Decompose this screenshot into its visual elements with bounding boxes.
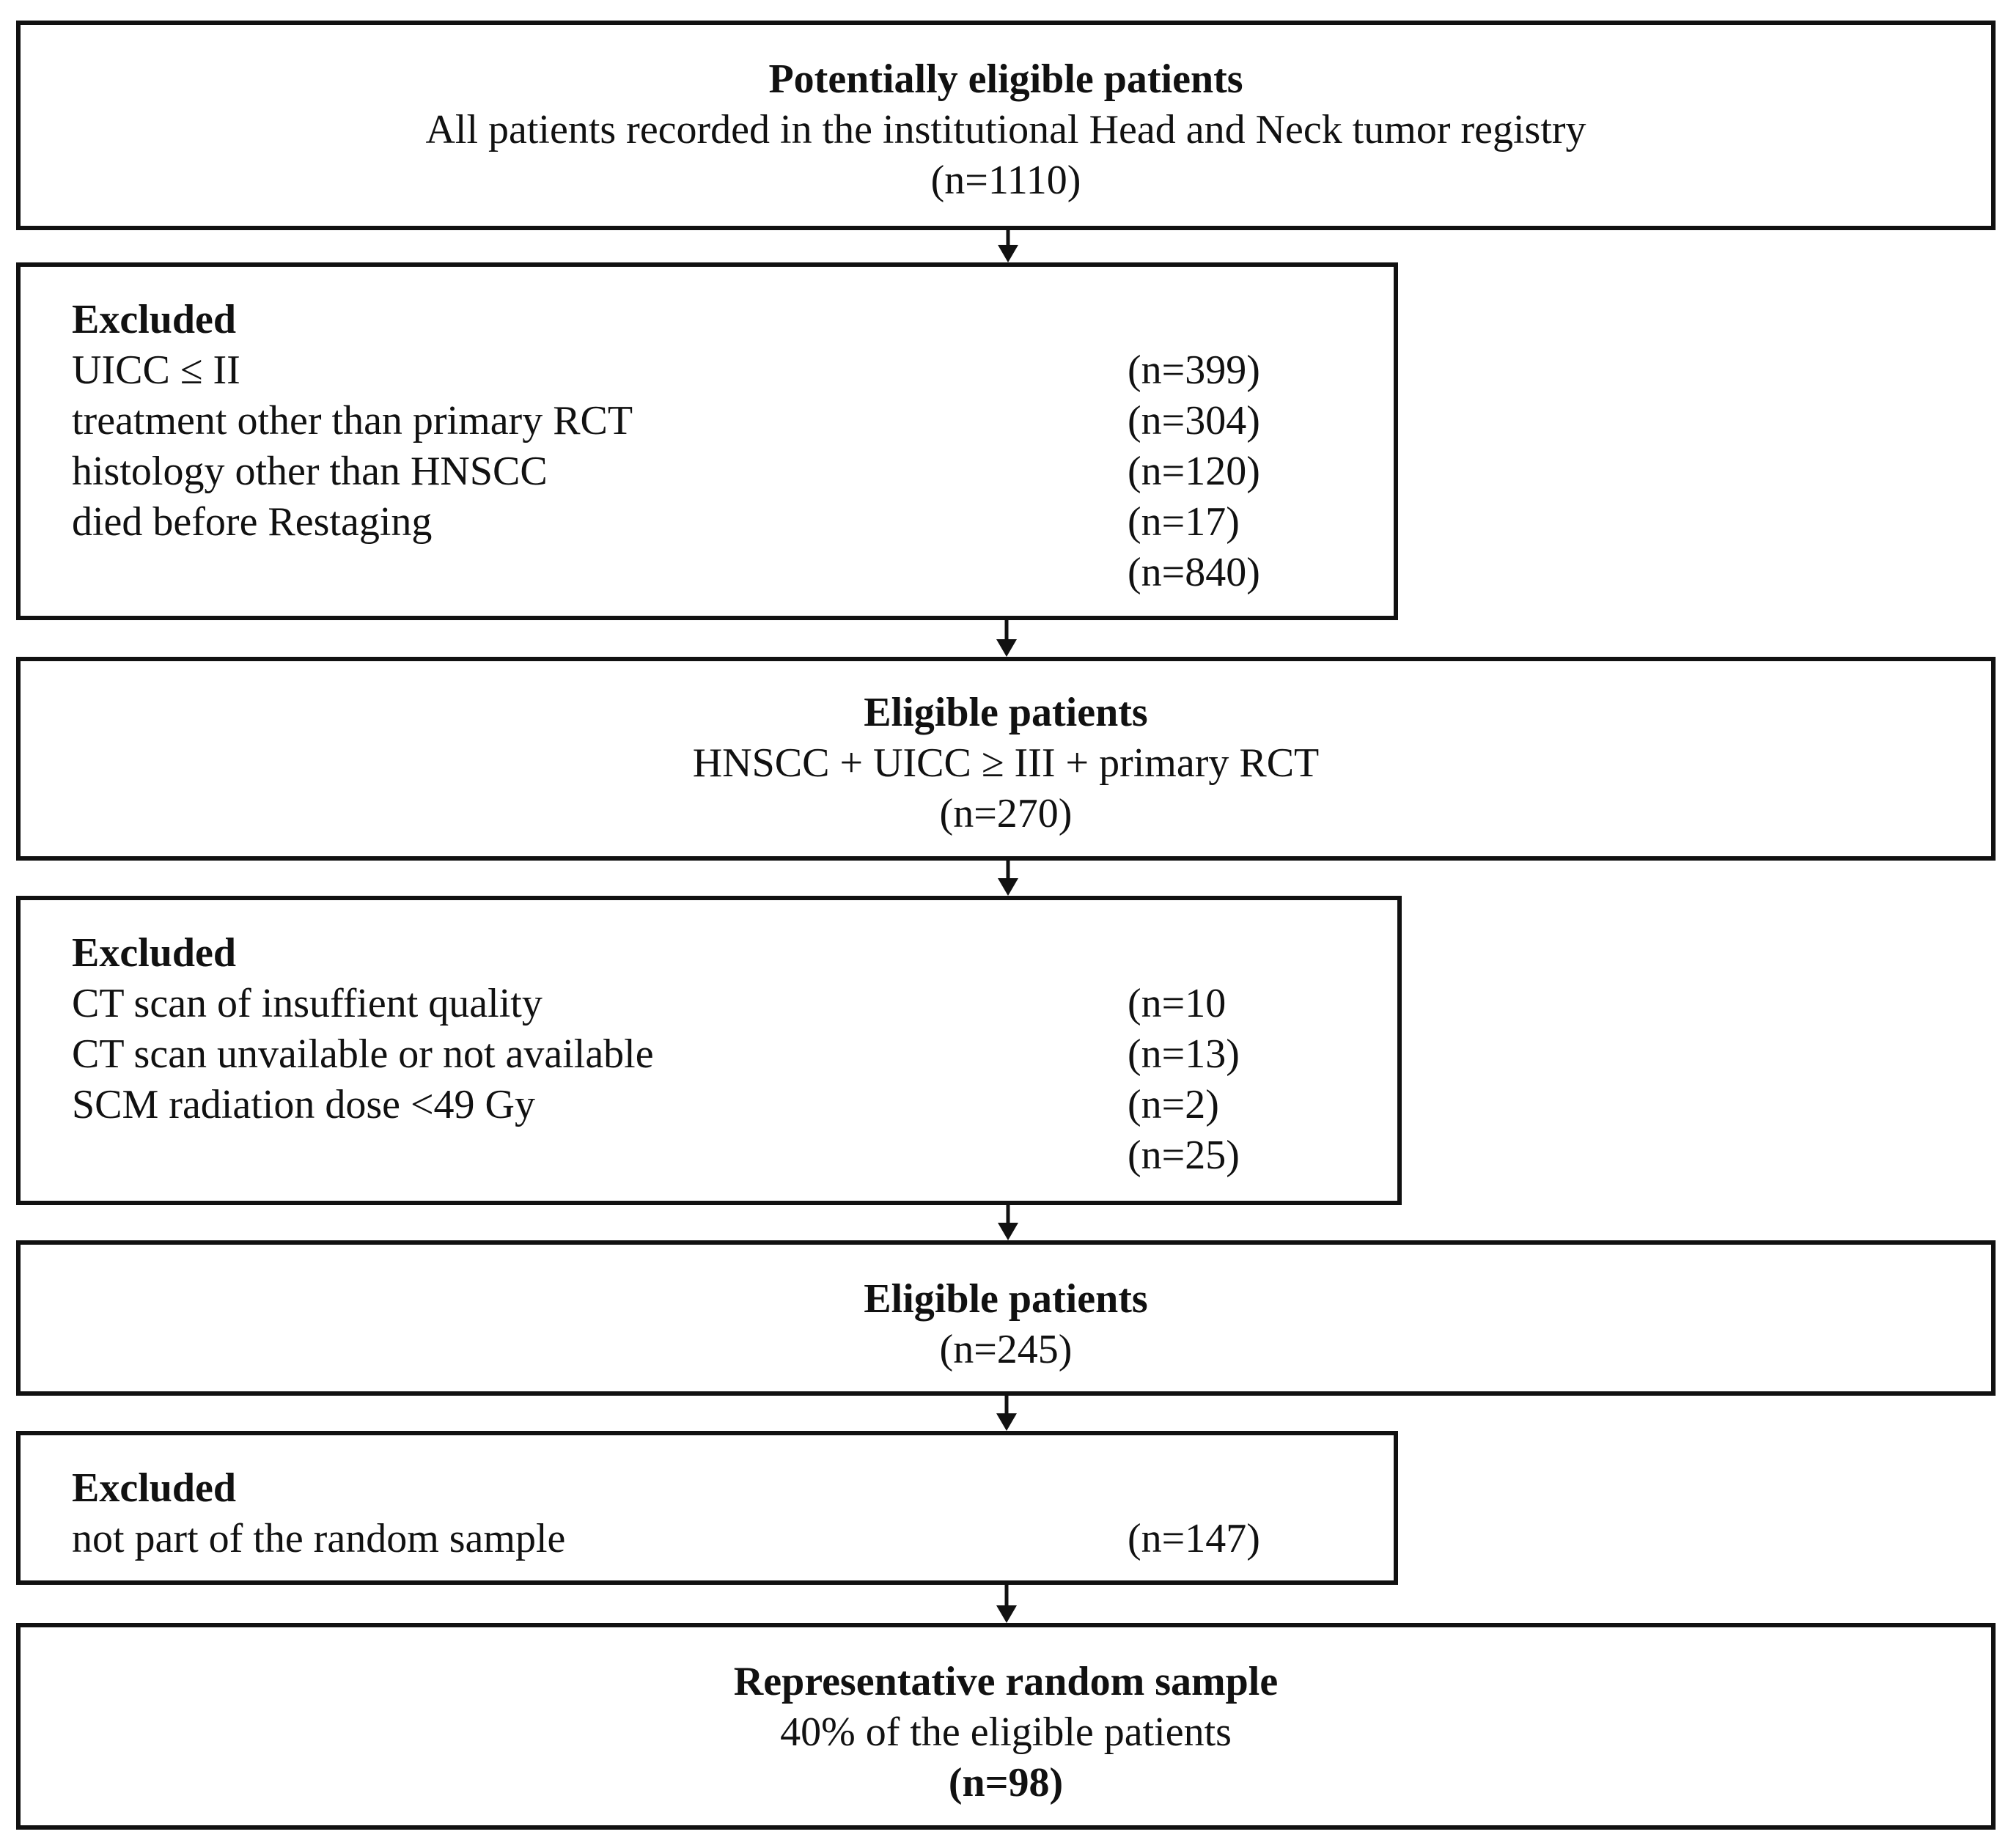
exclusion-label: not part of the random sample [72,1516,566,1561]
excluded-box-1 [16,262,1398,620]
potentially-eligible-box [16,21,1996,230]
flow-arrow [992,620,1021,657]
box-count: (n=98) [948,1760,1064,1805]
exclusion-count: (n=147) [1128,1516,1260,1561]
box-count: (n=270) [939,791,1073,836]
box-title: Potentially eligible patients [768,56,1243,102]
box-title: Eligible patients [864,1276,1148,1322]
exclusion-label: CT scan of insuffient quality [72,981,543,1026]
box-title: Eligible patients [864,690,1148,735]
exclusion-row [72,979,1397,1029]
excluded-box-2 [16,896,1402,1205]
random-sample-box [16,1623,1996,1830]
exclusion-label: treatment other than primary RCT [72,398,633,443]
exclusion-row [72,1080,1397,1130]
flow-arrow [993,230,1023,262]
eligible-patients-box-1 [16,657,1996,861]
flow-arrow [993,861,1023,896]
exclusion-count: (n=17) [1128,499,1240,545]
exclusion-label: histology other than HNSCC [72,449,548,494]
box-count: (n=245) [939,1327,1073,1372]
box-subtitle: All patients recorded in the institutional Head and Neck tumor registry [425,107,1586,152]
excluded-heading: Excluded [72,1465,237,1511]
exclusion-count: (n=304) [1128,398,1260,443]
exclusion-label: UICC ≤ II [72,347,240,393]
flow-arrow [992,1585,1021,1623]
box-subtitle: HNSCC + UICC ≥ III + primary RCT [692,740,1320,786]
exclusion-count: (n=399) [1128,347,1260,393]
exclusion-count: (n=2) [1128,1082,1219,1127]
exclusion-count: (n=120) [1128,449,1260,494]
flow-arrow [992,1396,1021,1431]
flow-arrow [993,1205,1023,1240]
exclusion-row [72,1029,1397,1080]
eligible-patients-box-2 [16,1240,1996,1396]
exclusion-row [72,345,1394,396]
box-count: (n=1110) [930,158,1081,203]
exclusion-total-row [72,548,1394,598]
excluded-box-3 [16,1431,1398,1585]
exclusion-total-row [72,1130,1397,1181]
exclusion-total: (n=25) [1128,1133,1240,1178]
exclusion-label: died before Restaging [72,499,433,545]
exclusion-row [72,497,1394,548]
exclusion-row [72,1514,1394,1564]
exclusion-row [72,396,1394,446]
exclusion-label: CT scan unvailable or not available [72,1031,654,1077]
exclusion-row [72,446,1394,497]
exclusion-label: SCM radiation dose <49 Gy [72,1082,535,1127]
box-subtitle: 40% of the eligible patients [780,1709,1232,1755]
excluded-heading: Excluded [72,930,237,976]
box-title: Representative random sample [733,1659,1279,1704]
excluded-heading: Excluded [72,297,237,342]
exclusion-total: (n=840) [1128,550,1260,595]
exclusion-count: (n=13) [1128,1031,1240,1077]
exclusion-count: (n=10 [1128,981,1227,1026]
